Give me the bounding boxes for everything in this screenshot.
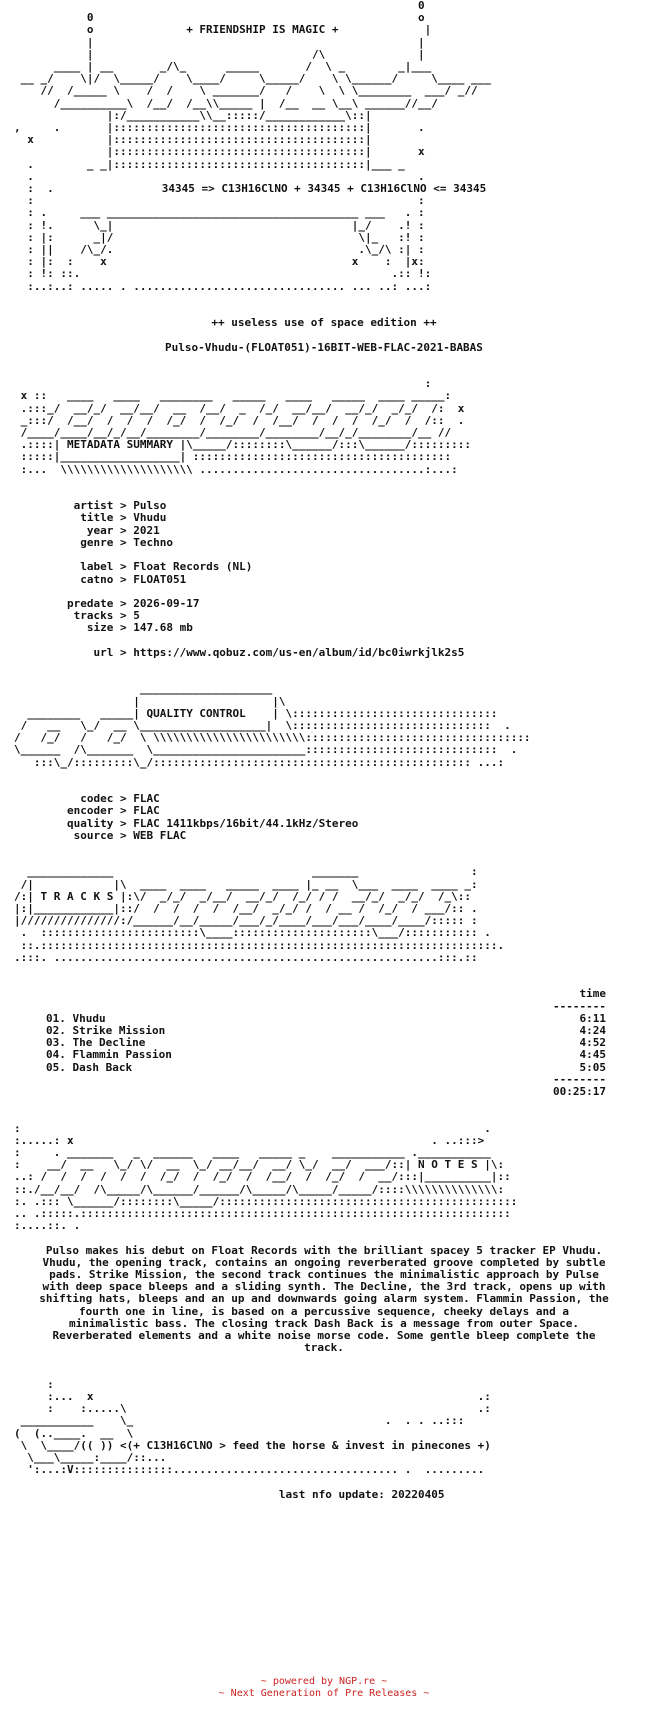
- title-value: Vhudu: [133, 511, 167, 525]
- time-header: time: [579, 987, 606, 1001]
- source-value: WEB FLAC: [133, 828, 187, 842]
- year-value: 2021: [133, 523, 160, 537]
- notes-banner: : . :.....: x . ..:::> : . _______ _ ______ ____ _____ _ ___________ .___________ : __/ __ \_/ \/ __ \_/ __/__/ __/ \_/ __/ ___/::| N O T E S |\: ..: / / / / / / /_/ / /_/ / /__/ / /_/ / __/:::|__________|:: ::./__/__/ /\_____/\______/______/\_____/\_____/_____/::::\\\\\\\\\\\\\\: :. .::: \______/::::::::\_____/::::::::::::::::::::::::::::::::::::::::::::: .. .:::::.::::::::::::::::::::::::::::::::::::::::::::::::::::::::::::::::: :....::. .: [14, 1122, 518, 1233]
- metadata-list: artist > Pulso title > Vhudu year > 2021 genre > Techno label > Float Records (NL) catno > FLOAT051 predate > 2026-09-17 tracks > 5 size > 147.68 mb url > https://www.qobuz.com/us-en/album/id/bc0iwrkjlk2s5: [14, 499, 465, 659]
- size-value: 147.68 mb: [133, 621, 193, 635]
- track-row: [46, 1049, 606, 1061]
- tracks-banner: _____________ _______ : /| |\ ____ ____ _____ ____ |_ __ \___ ____ ____ _: /:| T R A C K S |:\/ _/_/ _/__/ __/_/ /_/ / / __/_/ _/_/ /_\:: |:|____________|::/ / / / / /__/ _/_/ / / __ / /_/ / ___/:: . |///////////////:/______/__/_____/___/_/____/___/___/____/____/::::: : . ::::::::::::::::::::::::\____:::::::::::::::::::::\___/::::::::::: . ::.:::::::::::::::::::::::::::::::::::::::::::::::::::::::::::::::::::::. .:::. ..........................................................:::.::: [14, 866, 505, 964]
- footer: [0, 1676, 648, 1700]
- track-time: 4:45: [579, 1048, 606, 1062]
- quality-banner: ____________________ | |\ ________ _____| QUALITY CONTROL | \::::::::::::::::::::::::::::::: / __ \_/ __ \___________________| \:::::::::::::::::::::::::::::: . / /_/ / /_/ \ \\\\\\\\\\\\\\\\\\\\\\\:::::::::::::::::::::::::::::::::: \______ /\_______ \_______________________::::::::::::::::::::::::::::: . :::\_/:::::::::\_/:::::::::::::::::::::::::::::::::::::::::::::::: ...:: [14, 683, 531, 769]
- codec-value: FLAC: [133, 792, 160, 806]
- footer-powered-by[interactable]: ~ powered by NGP.re ~: [260, 1676, 388, 1687]
- quality-value: FLAC 1411kbps/16bit/44.1kHz/Stereo: [133, 816, 359, 830]
- track-time: 4:52: [579, 1036, 606, 1050]
- metadata-banner: : x :: ____ ____ ________ _____ ____ _____ ____ _____: .:::_/ __/_/ __/__/ __ /__/ _ /_/ __/__/ __/_/ _/_/ /: x _:::/ /__/ / / / /_/ / /_/ / /__/ / / / /_/ / /:: . /____/____/__/_/__/________/________/________/__/_/________/__ // .::::| METADATA SUMMARY |\_____/::::::::\______/:::\______/::::::::: :::::|__________________| ::::::::::::::::::::::::::::::::::::::: :... \\\\\\\\\\\\\\\\\\\\ ..................................:...:: [20, 378, 471, 476]
- track-time: 5:05: [579, 1060, 606, 1074]
- tracklist-header: [46, 988, 606, 1000]
- notes-title: N O T E S: [417, 1158, 478, 1172]
- genre-value: Techno: [133, 535, 173, 549]
- predate-value: 2026-09-17: [133, 596, 200, 610]
- track-name: 04. Flammin Passion: [46, 1048, 172, 1062]
- url-value: https://www.qobuz.com/us-en/album/id/bc0iwrkjlk2s5: [133, 645, 465, 659]
- encoder-value: FLAC: [133, 804, 160, 818]
- edition-line: ++ useless use of space edition ++: [211, 316, 437, 330]
- tracks-value: 5: [133, 609, 140, 623]
- release-name: Pulso-Vhudu-(FLOAT051)-16BIT-WEB-FLAC-2021-BABAS: [165, 340, 483, 354]
- catno-value: FLOAT051: [133, 572, 187, 586]
- track-name: 03. The Decline: [46, 1036, 146, 1050]
- track-name: 02. Strike Mission: [46, 1023, 166, 1037]
- tracklist-rule: --------: [553, 1072, 606, 1086]
- tracklist: [0, 988, 606, 1098]
- track-name: 01. Vhudu: [46, 1011, 106, 1025]
- tracklist-rule: --------: [553, 999, 606, 1013]
- header-art-top: 0 0 o o + FRIENDSHIP IS MAGIC + | | | | /\ | ____ | __ _/\_ _____ / \ _ _|___ __ _/ \|/ \_____/ \____/ \_____/ \ \______/ \____ ___ // /_____ \ / / \ _______/ / \ \ \________ ___/ _// /__________\ /__/ /__\\_____ | /__ __ \__\ ______//__/ |:/___________\\__:::::/____________\::| , . |::::::::::::::::::::::::::::::::::::::| . x |::::::::::::::::::::::::::::::::::::::| |::::::::::::::::::::::::::::::::::::::| x . _ _|::::::::::::::::::::::::::::::::::::::|___ _ . . : .: [14, 0, 491, 196]
- tracks-title: T R A C K S: [40, 889, 114, 903]
- track-name: 05. Dash Back: [46, 1060, 133, 1074]
- header-art-bottom: : : : . ___ ______________________________________ ___ . : : !. \_| |_/ .! : : |: _|/ \|_ :! : : || /\_/. .\_/\ :| : : |: : x x : |x: : !: ::. .:: !: :..:..: ..... . ................................ ... ..: ...:: [27, 195, 432, 293]
- track-row: [46, 1062, 606, 1074]
- outro-art: : :... x .: : :.....\ .: ___________ \_ . . . ..::: ( (..____. __ \ \ \____/(( )) <(+ C13H16ClNO > feed the horse & invest in pinecones +) \___\_____:____/::... ':...:V:::::::::::::::.................................. . .........: [14, 1378, 491, 1477]
- tagline: + FRIENDSHIP IS MAGIC +: [186, 23, 339, 37]
- notes-paragraph-1: Pulso makes his debut on Float Records with the brilliant spacey 5 tracker EP Vhudu. Vhudu, the opening track, contains an ongoing reverberated groove completed by subtle pads. Strike Mission, the second track continues the minimalistic approach by Pulse with deep space bleeps and a sliding synth. The Decline, the 3rd track, opens up with shifting hats, bleeps and an up and downwards going alarm system. Flammin Passion, the fourth one in line, is based on a percussive sequence, cheeky delays and a minimalistic bass. The closing track Dash Back is a message from outer Space.: [39, 1243, 609, 1330]
- notes-paragraph-2: Reverberated elements and a white noise morse code. Some gentle bleep complete the track.: [52, 1329, 596, 1355]
- notes-body: [0, 1245, 648, 1355]
- footer-tagline: ~ Next Generation of Pre Releases ~: [218, 1688, 430, 1699]
- track-time: 4:24: [579, 1023, 606, 1037]
- label-value: Float Records (NL): [133, 560, 253, 574]
- quality-title: QUALITY CONTROL: [146, 706, 246, 720]
- metadata-title: METADATA SUMMARY: [66, 438, 173, 452]
- tracklist-total-row: [46, 1086, 606, 1098]
- track-time: 6:11: [579, 1011, 606, 1025]
- quality-list: codec > FLAC encoder > FLAC quality > FLAC 1411kbps/16bit/44.1kHz/Stereo source > WEB FLAC: [14, 792, 359, 842]
- artist-value: Pulso: [133, 499, 167, 513]
- total-time: 00:25:17: [553, 1084, 606, 1098]
- formula-line: 34345 => C13H16ClNO + 34345 + C13H16ClNO <= 34345: [161, 182, 487, 196]
- last-update-text: last nfo update: 20220405: [278, 1487, 445, 1501]
- slogan: <(+ C13H16ClNO > feed the horse & invest in pinecones +): [119, 1438, 491, 1452]
- last-update: [0, 1489, 648, 1501]
